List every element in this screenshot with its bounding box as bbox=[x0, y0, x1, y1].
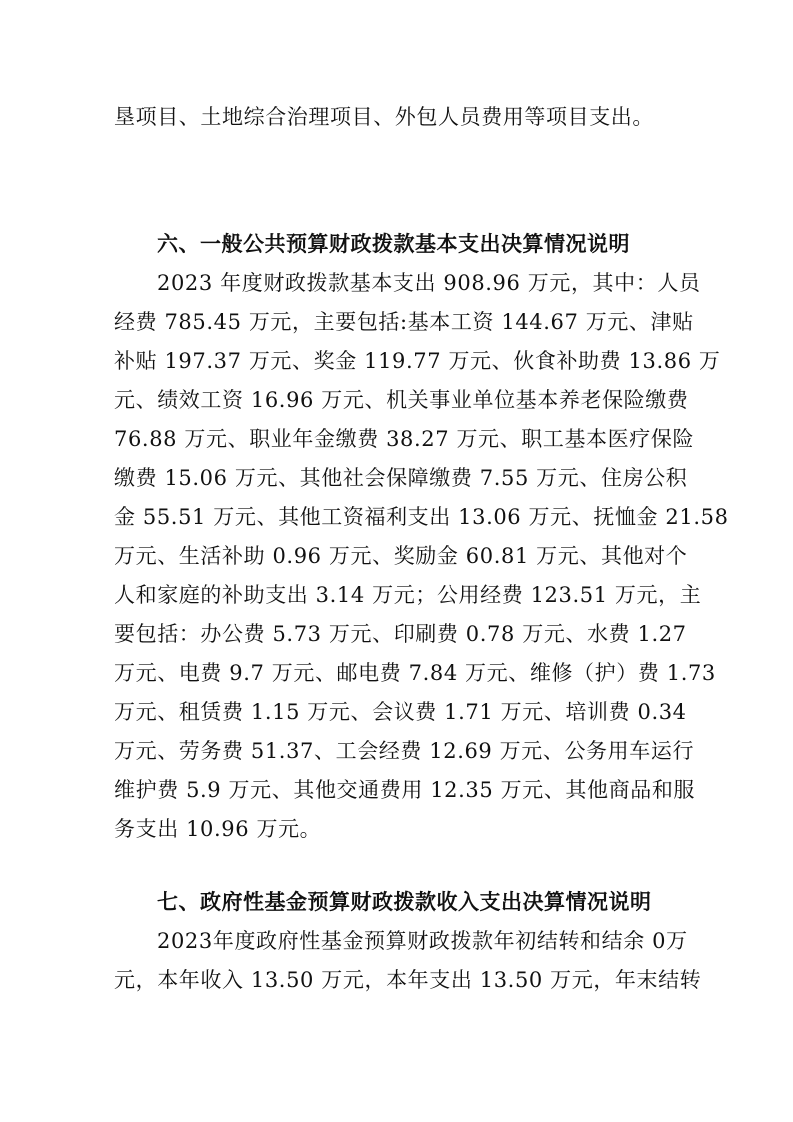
section-7-line: 元，本年收入 13.50 万元，本年支出 13.50 万元，年末结转 bbox=[114, 968, 702, 992]
section-7-heading: 七、政府性基金预算财政拨款收入支出决算情况说明 bbox=[157, 890, 652, 914]
section-6-line: 维护费 5.9 万元、其他交通费用 12.35 万元、其他商品和服 bbox=[114, 778, 696, 802]
section-6-line: 务支出 10.96 万元。 bbox=[114, 817, 322, 841]
section-6-heading: 六、一般公共预算财政拨款基本支出决算情况说明 bbox=[157, 232, 630, 256]
section-6-line: 万元、劳务费 51.37、工会经费 12.69 万元、公务用车运行 bbox=[114, 739, 695, 763]
section-6-line: 万元、生活补助 0.96 万元、奖励金 60.81 万元、其他对个 bbox=[114, 544, 688, 568]
section-6-line: 人和家庭的补助支出 3.14 万元；公用经费 123.51 万元，主 bbox=[114, 583, 702, 607]
section-7-line: 2023年度政府性基金预算财政拨款年初结转和结余 0万 bbox=[157, 929, 688, 953]
section-6-line: 2023 年度财政拨款基本支出 908.96 万元，其中：人员 bbox=[157, 271, 701, 295]
section-6-line: 金 55.51 万元、其他工资福利支出 13.06 万元、抚恤金 21.58 bbox=[114, 505, 729, 529]
section-6-line: 补贴 197.37 万元、奖金 119.77 万元、伙食补助费 13.86 万 bbox=[114, 349, 721, 373]
section-6-line: 要包括：办公费 5.73 万元、印刷费 0.78 万元、水费 1.27 bbox=[114, 622, 687, 646]
section-6-line: 万元、租赁费 1.15 万元、会议费 1.71 万元、培训费 0.34 bbox=[114, 700, 687, 724]
section-6-line: 元、绩效工资 16.96 万元、机关事业单位基本养老保险缴费 bbox=[114, 388, 689, 412]
intro-paragraph-line: 垦项目、土地综合治理项目、外包人员费用等项目支出。 bbox=[114, 105, 654, 129]
section-6-line: 76.88 万元、职业年金缴费 38.27 万元、职工基本医疗保险 bbox=[114, 427, 695, 451]
section-6-line: 缴费 15.06 万元、其他社会保障缴费 7.55 万元、住房公积 bbox=[114, 466, 688, 490]
section-6-line: 经费 785.45 万元，主要包括:基本工资 144.67 万元、津贴 bbox=[114, 310, 694, 334]
section-6-line: 万元、电费 9.7 万元、邮电费 7.84 万元、维修（护）费 1.73 bbox=[114, 661, 716, 685]
